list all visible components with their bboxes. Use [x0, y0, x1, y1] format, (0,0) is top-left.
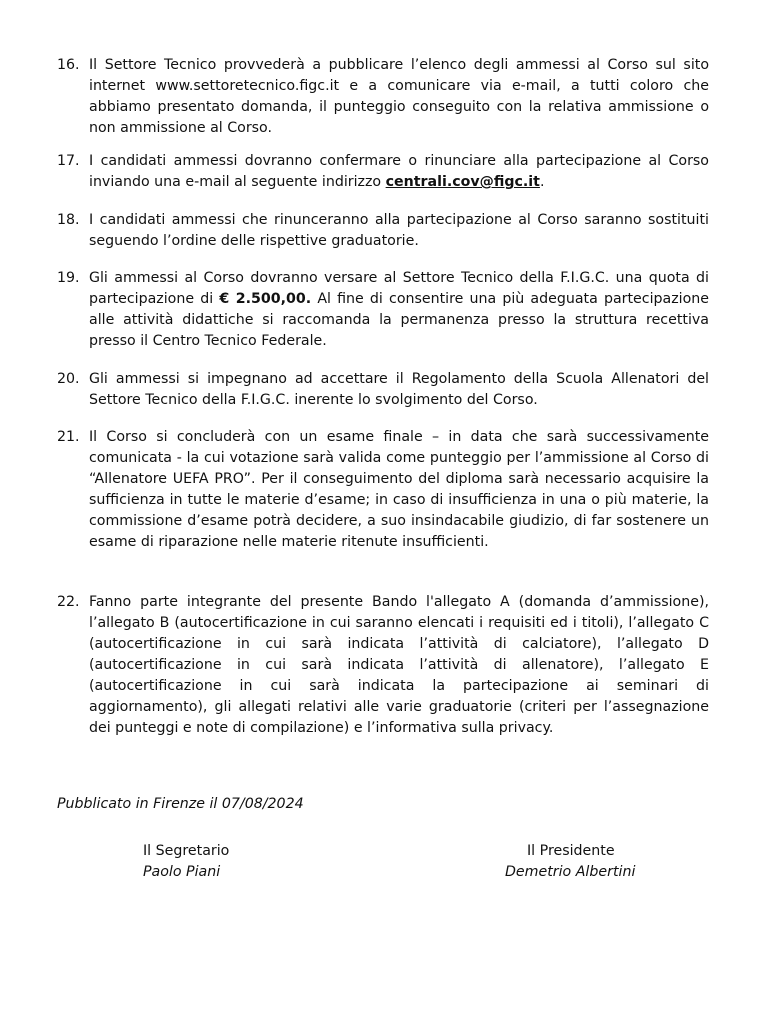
signature-role: Il Presidente [527, 843, 615, 859]
item-text: Gli ammessi si impegnano ad accettare il Regolamento della Scuola Allenatori del Settore Tecnico della F.I.G.C. inerente lo svolgimento del Corso. [89, 371, 709, 408]
item-number: 18. [57, 212, 80, 228]
signature-secretary [143, 841, 229, 883]
item-17 [57, 151, 709, 193]
item-text: Il Corso si concluderà con un esame finale – in data che sarà successivamente comunicata - la cui votazione sarà valida come punteggio per l’ammissione al Corso di “Allenatore UEFA PRO”. Per il conseguimento del diploma sarà necessario acquisire la sufficienza in tutte le materie d’esame; in caso di insufficienza in una o più materie, la commissione d’esame potrà decidere, a suo insindacabile giudizio, di far sostenere un esame di riparazione nelle materie ritenute insufficienti. [89, 429, 709, 550]
fee-amount: € 2.500,00. [219, 291, 312, 307]
item-22 [57, 592, 709, 739]
item-21 [57, 427, 709, 553]
item-20 [57, 369, 709, 411]
item-number: 20. [57, 371, 80, 387]
item-number: 16. [57, 57, 80, 73]
item-text [89, 268, 709, 352]
item-19 [57, 268, 709, 352]
signature-president [505, 841, 635, 883]
item-number: 21. [57, 429, 80, 445]
item-text [89, 151, 709, 193]
item-16 [57, 55, 709, 139]
signature-name: Paolo Piani [143, 864, 221, 880]
published-date-line: Pubblicato in Firenze il 07/08/2024 [57, 796, 304, 812]
item-text-part: Al fine di consentire una più adeguata partecipazione alle attività didattiche si raccomanda la permanenza presso la struttura recettiva presso il Centro Tecnico Federale. [89, 291, 710, 349]
item-text: Fanno parte integrante del presente Bando l'allegato A (domanda d’ammissione), l’allegato B (autocertificazione in cui saranno elencati i requisiti ed i titoli), l’allegato C (autocertificazione in cui sarà indicata l’attività di calciatore), l’allegato D (autocertificazione in cui sarà indicata l’attività di allenatore), l’allegato E (autocertificazione in cui sarà indicata la partecipazione ai seminari di aggiornamento), gli allegati relativi alle varie graduatorie (criteri per l’assegnazione dei punteggi e note di compilazione) e l’informativa sulla privacy. [89, 594, 709, 736]
email-link[interactable]: centrali.cov@figc.it [385, 174, 540, 190]
item-text-part: Gli ammessi al Corso dovranno versare al Settore Tecnico della F.I.G.C. una quota di partecipazione di [89, 270, 709, 307]
item-number: 19. [57, 270, 80, 286]
item-number: 22. [57, 594, 80, 610]
item-number: 17. [57, 153, 80, 169]
item-text: I candidati ammessi che rinunceranno alla partecipazione al Corso saranno sostituiti seguendo l’ordine delle rispettive graduatorie. [89, 212, 709, 249]
item-text-part: . [539, 174, 545, 190]
signature-name: Demetrio Albertini [505, 864, 636, 880]
item-text: Il Settore Tecnico provvederà a pubblicare l’elenco degli ammessi al Corso sul sito internet www.settoretecnico.figc.it e a comunicare via e-mail, a tutti coloro che abbiamo presentato domanda, il punteggio conseguito con la relativa ammissione o non ammissione al Corso. [89, 57, 709, 136]
signature-role: Il Segretario [143, 843, 230, 859]
item-text-part: I candidati ammessi dovranno confermare o rinunciare alla partecipazione al Corso inviando una e-mail al seguente indirizzo [89, 153, 709, 190]
item-18 [57, 210, 709, 252]
